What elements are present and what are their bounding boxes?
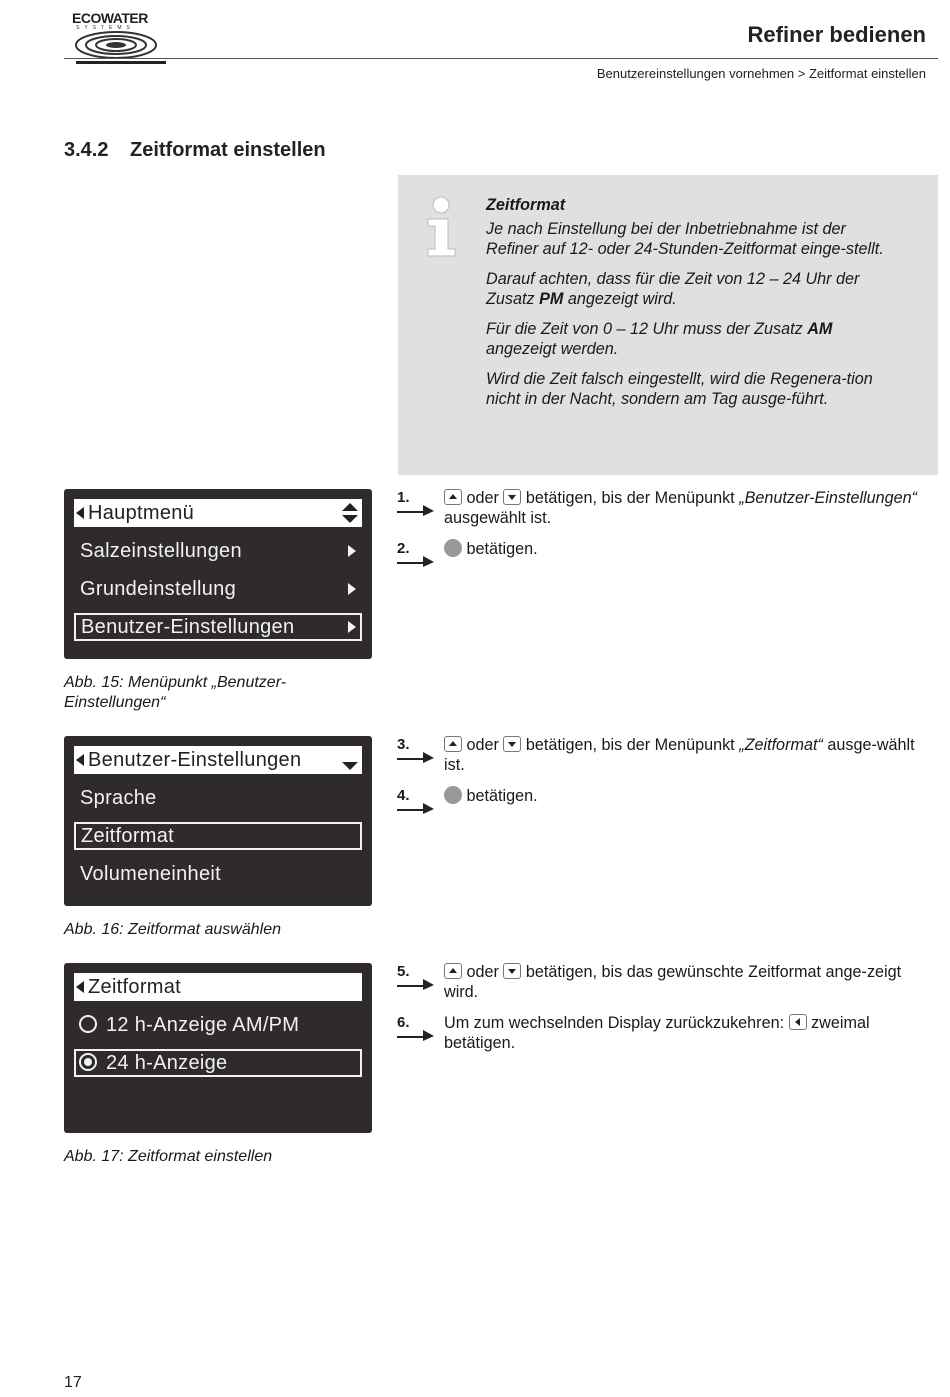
radio-selected-icon <box>79 1053 97 1071</box>
logo-swirl-icon <box>74 30 158 60</box>
menu-item-volumeneinheit[interactable]: Volumeneinheit <box>80 863 221 885</box>
display-hauptmenu <box>64 489 372 659</box>
info-paragraph: Je nach Einstellung bei der Inbetriebnahme ist der Refiner auf 12- oder 24-Stunden-Zeitformat einge-stellt. <box>486 220 884 258</box>
ecowater-logo <box>66 6 170 64</box>
menu-item-sprache[interactable]: Sprache <box>80 787 157 809</box>
down-button-icon <box>503 736 521 752</box>
menu-item-benutzer-einstellungen[interactable]: Benutzer-Einstellungen <box>74 613 362 641</box>
page-header-title: Refiner bedienen <box>747 22 926 47</box>
section-title <box>64 139 326 162</box>
breadcrumb: Benutzereinstellungen vornehmen > Zeitformat einstellen <box>596 66 926 81</box>
up-down-arrows-icon <box>342 501 358 525</box>
down-arrow-icon <box>342 748 358 772</box>
page-number: 17 <box>64 1374 82 1391</box>
radio-option-12h[interactable]: 12 h-Anzeige AM/PM <box>74 1011 362 1039</box>
info-paragraph: Wird die Zeit falsch eingestellt, wird die Regenera-tion nicht in der Nacht, sondern am Tag ausge-führt. <box>486 370 873 408</box>
chevron-right-icon <box>348 621 356 633</box>
step-4: 4. betätigen. <box>397 786 937 810</box>
display-header: Hauptmenü <box>74 499 362 527</box>
header-divider <box>64 58 938 59</box>
info-title: Zeitformat <box>486 196 566 214</box>
step-6: 6. Um zum wechselnden Display zurückzukehren: zweimal betätigen. <box>397 1014 870 1052</box>
info-box <box>398 175 938 475</box>
step-arrow-icon <box>397 976 435 990</box>
step-arrow-icon <box>397 553 435 567</box>
radio-empty-icon <box>79 1015 97 1033</box>
menu-item-salzeinstellungen[interactable]: Salzeinstellungen <box>74 537 362 565</box>
info-content <box>486 195 896 419</box>
back-button-icon <box>789 1014 807 1030</box>
info-paragraph: Für die Zeit von 0 – 12 Uhr muss der Zusatz AM angezeigt werden. <box>486 320 833 358</box>
display-header: Benutzer-Einstellungen <box>74 746 362 774</box>
step-arrow-icon <box>397 502 435 516</box>
step-number: 3. <box>397 736 410 753</box>
display-header: Zeitformat <box>74 973 362 1001</box>
section-number: 3.4.2 <box>64 139 109 161</box>
chevron-right-icon <box>348 583 356 595</box>
logo-subtext: SYSTEMS <box>76 25 135 31</box>
section-title-text: Zeitformat einstellen <box>130 139 326 161</box>
chevron-right-icon <box>348 545 356 557</box>
back-arrow-icon <box>76 754 84 766</box>
step-number: 6. <box>397 1014 410 1031</box>
step-number: 5. <box>397 963 410 980</box>
step-number: 2. <box>397 540 410 557</box>
menu-item-grundeinstellung[interactable]: Grundeinstellung <box>74 575 362 603</box>
ok-button-icon <box>444 539 462 557</box>
step-number: 4. <box>397 787 410 804</box>
figure-caption-15: Abb. 15: Menüpunkt „Benutzer-Einstellungen“ <box>64 674 287 711</box>
step-number: 1. <box>397 489 410 506</box>
down-button-icon <box>503 963 521 979</box>
down-button-icon <box>503 489 521 505</box>
info-paragraph: Darauf achten, dass für die Zeit von 12 – 24 Uhr der Zusatz PM angezeigt wird. <box>486 270 860 308</box>
step-arrow-icon <box>397 1027 435 1041</box>
step-5: 5. oder betätigen, bis das gewünschte Zeitformat ange-zeigt wird. <box>397 963 902 1001</box>
step-arrow-icon <box>397 749 435 763</box>
display-benutzer-einstellungen <box>64 736 372 906</box>
ok-button-icon <box>444 786 462 804</box>
up-button-icon <box>444 963 462 979</box>
step-3: 3. oder betätigen, bis der Menüpunkt „Zeitformat“ ausge-wählt ist. <box>397 736 915 774</box>
figure-caption-16: Abb. 16: Zeitformat auswählen <box>64 921 282 938</box>
logo-text: ECOWATER <box>72 10 148 26</box>
step-arrow-icon <box>397 800 435 814</box>
menu-item-zeitformat[interactable]: Zeitformat <box>74 822 362 850</box>
step-2: 2. betätigen. <box>397 539 937 563</box>
step-1: 1. oder betätigen, bis der Menüpunkt „Benutzer-Einstellungen“ ausgewählt ist. <box>397 489 918 527</box>
display-zeitformat <box>64 963 372 1133</box>
up-button-icon <box>444 736 462 752</box>
back-arrow-icon <box>76 981 84 993</box>
figure-caption-17: Abb. 17: Zeitformat einstellen <box>64 1148 273 1165</box>
back-arrow-icon <box>76 507 84 519</box>
info-icon <box>422 195 462 259</box>
radio-option-24h[interactable]: 24 h-Anzeige <box>74 1049 362 1077</box>
up-button-icon <box>444 489 462 505</box>
